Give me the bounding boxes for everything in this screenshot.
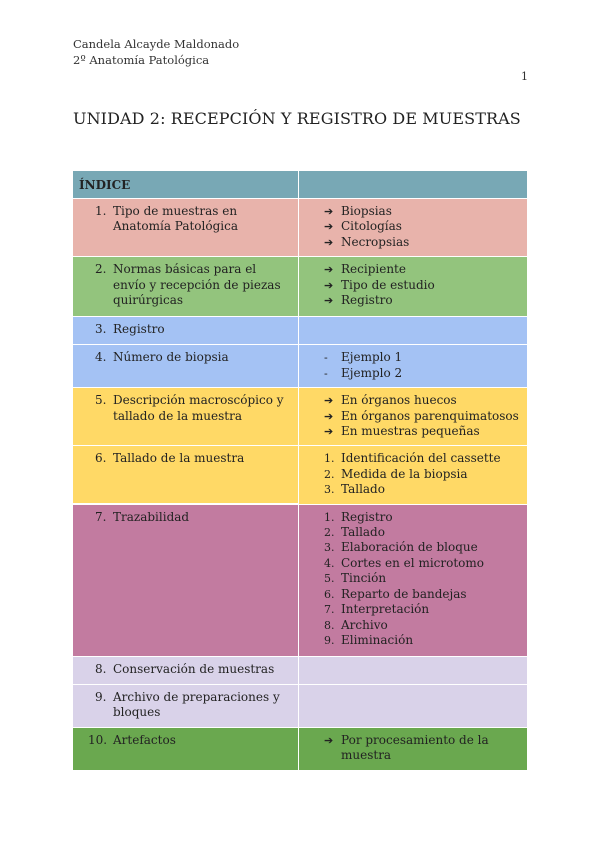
subtopics-cell [299,317,527,344]
list-item: ➔ En órganos huecos [324,393,457,408]
subtopics-cell [299,505,527,656]
index-row [73,505,527,657]
topic-number: 5. [95,393,107,408]
topic-number: 10. [88,732,108,747]
index-row [73,199,527,257]
topic-number: 4. [95,350,107,365]
list-item: 4. Cortes en el microtomo [324,555,484,570]
topic-number: 6. [95,451,107,466]
index-row [73,657,527,685]
topic-cell [73,345,299,387]
list-item: ➔ En órganos parenquimatosos [324,408,519,423]
list-item: 7. Interpretación [324,602,430,617]
index-row [73,446,527,504]
page-number: 1 [521,70,528,83]
list-item: ➔ Recipiente [324,262,406,277]
list-item: 3. Elaboración de bloque [324,540,478,555]
subtopics-cell [299,685,527,727]
subtopics-cell [299,345,527,387]
index-heading: ÍNDICE [73,171,299,198]
list-item: ➔ Por procesamiento de la muestra [324,732,489,763]
index-row [73,728,527,771]
index-row [73,257,527,317]
topic-cell [73,317,299,344]
list-item: - Ejemplo 2 [324,365,403,380]
subtopics-cell [299,199,527,256]
index-header-empty [299,171,527,198]
topic-cell [73,657,299,684]
topic-number: 7. [95,509,107,524]
topic-cell [73,505,299,656]
list-item: 1. Registro [324,509,393,524]
subtopics-cell [299,257,527,316]
subtopics-cell [299,728,527,770]
list-item: ➔ Registro [324,293,393,308]
index-table [73,171,527,771]
index-row [73,388,527,446]
topic-title: Tipo de muestras en Anatomía Patológica [113,204,238,234]
topic-title: Trazabilidad [113,509,190,524]
list-item: ➔ Necropsias [324,234,410,249]
list-item: ➔ Citologías [324,219,402,234]
list-item: 3. Tallado [324,482,385,497]
topic-number: 2. [95,262,107,277]
topic-title: Tallado de la muestra [113,451,245,466]
list-item: 1. Identificación del cassette [324,451,501,466]
topic-title: Conservación de muestras [113,661,275,676]
subtopics-cell [299,657,527,684]
document-course: 2º Anatomía Patológica [73,53,210,67]
index-row [73,345,527,388]
topic-title: Registro [113,322,165,337]
list-item: ➔ En muestras pequeñas [324,424,480,439]
list-item: 5. Tinción [324,571,387,586]
topic-title: Artefactos [113,732,176,747]
topic-cell [73,685,299,727]
list-item: ➔ Biopsias [324,204,392,218]
document-author: Candela Alcayde Maldonado [73,37,240,51]
topic-cell [73,388,299,445]
topic-cell [73,199,299,256]
list-item: 2. Medida de la biopsia [324,466,468,481]
list-item: 8. Archivo [324,617,388,632]
topic-cell [73,257,299,316]
index-row [73,317,527,345]
topic-cell [73,728,299,770]
subtopics-cell [299,446,527,503]
list-item: 6. Reparto de bandejas [324,586,467,601]
list-item: ➔ Tipo de estudio [324,277,435,292]
topic-title: Número de biopsia [113,350,229,365]
document-title: UNIDAD 2: RECEPCIÓN Y REGISTRO DE MUESTRAS [73,109,521,128]
list-item: 2. Tallado [324,525,385,540]
list-item: - Ejemplo 1 [324,350,403,365]
topic-number: 9. [95,689,107,704]
index-header-row [73,171,527,199]
subtopics-cell [299,388,527,445]
topic-cell [73,446,299,503]
topic-title: Normas básicas para el envío y recepción de piezas quirúrgicas [113,262,281,308]
topic-number: 3. [95,322,107,337]
index-row [73,685,527,728]
list-item: 9. Eliminación [324,632,414,647]
topic-number: 1. [95,204,107,218]
topic-title: Archivo de preparaciones y bloques [113,689,280,720]
topic-title: Descripción macroscópico y tallado de la muestra [113,393,284,423]
topic-number: 8. [95,661,107,676]
